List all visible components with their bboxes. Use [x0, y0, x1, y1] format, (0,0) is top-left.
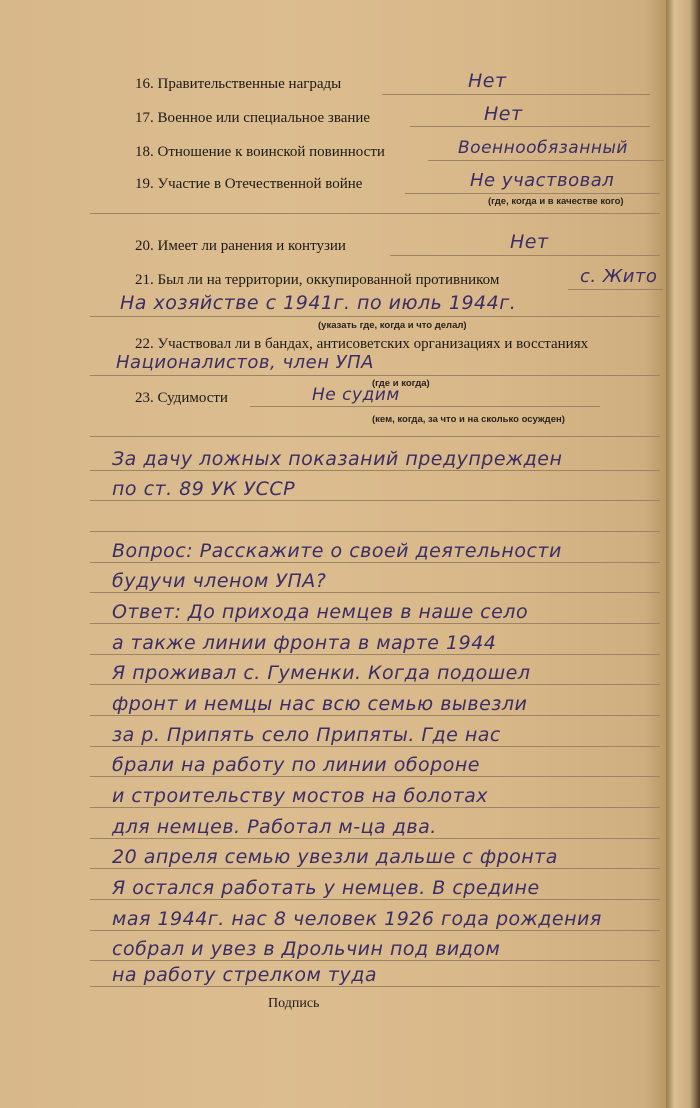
statement-line: по ст. 89 УК УССР [112, 478, 296, 500]
q23-extra-line [90, 436, 660, 437]
statement-line: Я остался работать у немцев. В средине [112, 877, 540, 899]
statement-rule [90, 531, 660, 532]
statement-rule [90, 715, 660, 716]
q22-hint: (где и когда) [372, 378, 430, 389]
statement-line: 20 апреля семью увезли дальше с фронта [112, 846, 558, 868]
q20-answer: Нет [510, 231, 549, 253]
q20-label: 20. Имеет ли ранения и контузии [135, 238, 346, 254]
statement-line: фронт и немцы нас всю семью вывезли [112, 693, 528, 715]
statement-line: на работу стрелком туда [112, 964, 377, 986]
statement-rule [90, 960, 660, 961]
statement-rule [90, 623, 660, 624]
statement-rule [90, 684, 660, 685]
statement-line: Ответ: До прихода немцев в наше село [112, 601, 529, 623]
q23-hint: (кем, когда, за что и на сколько осужден) [372, 414, 565, 425]
q23-answer-line [250, 406, 600, 407]
statement-line: а также линии фронта в марте 1944 [112, 632, 497, 654]
statement-line: Вопрос: Расскажите о своей деятельности [112, 540, 562, 562]
q16-label: 16. Правительственные награды [135, 76, 342, 92]
q19-answer: Не участвовал [470, 170, 615, 191]
statement-rule [90, 986, 660, 987]
q21-answer-1: с. Жито [580, 266, 658, 287]
q22-answer-line [90, 375, 660, 376]
q18-answer: Военнообязанный [458, 138, 628, 158]
q16-answer: Нет [468, 70, 507, 92]
statement-line: За дачу ложных показаний предупрежден [112, 448, 563, 470]
statement-rule [90, 838, 660, 839]
statement-rule [90, 868, 660, 869]
q22-answer: Националистов, член УПА [116, 352, 374, 373]
statement-rule [90, 807, 660, 808]
q21-answer-line-1 [568, 289, 663, 290]
q22-label: 22. Участвовал ли в бандах, антисоветских организациях и восстаниях [135, 336, 589, 352]
q23-answer: Не судим [312, 385, 400, 405]
q17-answer-line [410, 126, 650, 127]
statement-line: Я проживал с. Гуменки. Когда подошел [112, 662, 531, 684]
q18-answer-line [428, 160, 664, 161]
statement-rule [90, 500, 660, 501]
q21-answer-line-2 [90, 316, 660, 317]
statement-rule [90, 776, 660, 777]
statement-line: мая 1944г. нас 8 человек 1926 года рождения [112, 908, 602, 930]
statement-rule [90, 746, 660, 747]
statement-line: собрал и увез в Дрольчин под видом [112, 938, 501, 960]
q21-hint: (указать где, когда и что делал) [318, 320, 467, 331]
signature-label: Подпись [268, 996, 320, 1011]
statement-rule [90, 899, 660, 900]
statement-line: будучи членом УПА? [112, 570, 327, 592]
statement-rule [90, 654, 660, 655]
q20-answer-line [390, 255, 660, 256]
q21-answer-2: На хозяйстве с 1941г. по июль 1944г. [120, 292, 517, 314]
q16-answer-line [382, 94, 650, 95]
statement-line: и строительству мостов на болотах [112, 785, 489, 807]
q19-extra-line [90, 213, 660, 214]
q21-label: 21. Был ли на территории, оккупированной противником [135, 272, 500, 288]
q19-answer-line [405, 193, 660, 194]
statement-line: за р. Припять село Припяты. Где нас [112, 724, 501, 746]
statement-rule [90, 470, 660, 471]
q17-label: 17. Военное или специальное звание [135, 110, 371, 126]
q23-label: 23. Судимости [135, 390, 228, 406]
statement-line: брали на работу по линии обороне [112, 754, 480, 776]
q17-answer: Нет [484, 103, 523, 125]
q19-hint: (где, когда и в качестве кого) [488, 196, 624, 207]
statement-rule [90, 562, 660, 563]
statement-rule [90, 930, 660, 931]
q19-label: 19. Участие в Отечественной войне [135, 176, 363, 192]
page-binding-edge [666, 0, 700, 1108]
q18-label: 18. Отношение к воинской повинности [135, 144, 385, 160]
statement-line: для немцев. Работал м-ца два. [112, 816, 437, 838]
statement-rule [90, 592, 660, 593]
